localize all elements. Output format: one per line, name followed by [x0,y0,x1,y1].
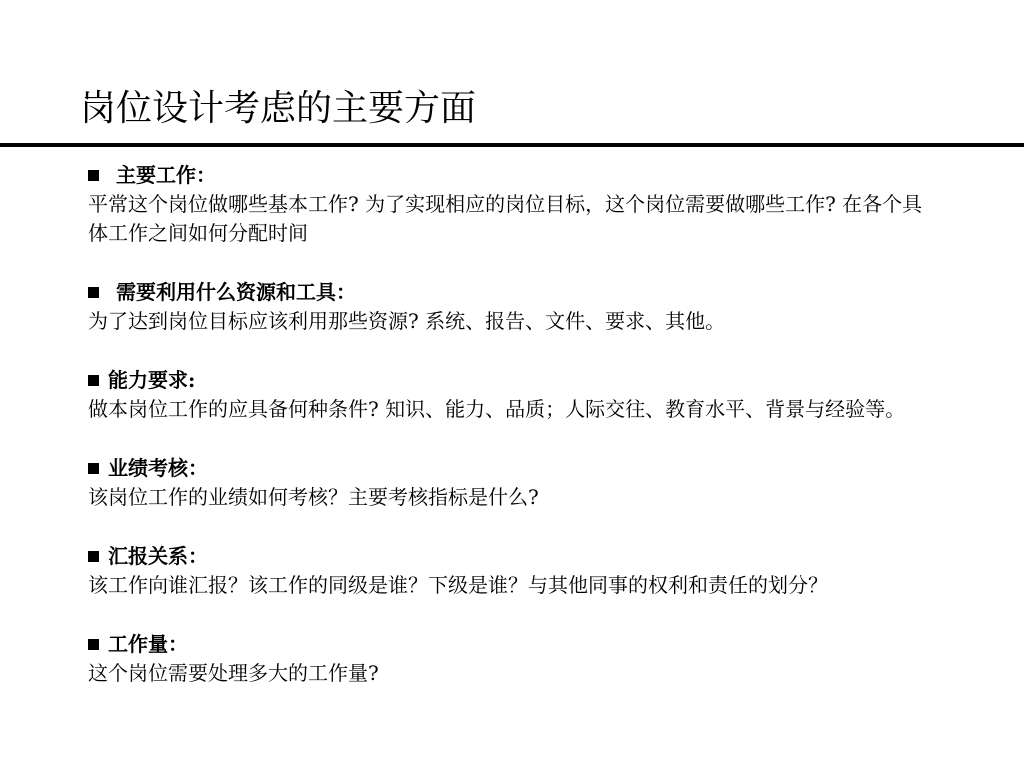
square-bullet-icon [88,170,99,181]
section-body: 为了达到岗位目标应该利用那些资源? 系统、报告、文件、要求、其他。 [88,309,726,333]
square-bullet-icon [88,551,99,562]
section-body: 该工作向谁汇报？该工作的同级是谁？下级是谁？与其他同事的权利和责任的划分？ [88,573,828,597]
slide-content [88,160,948,688]
square-bullet-icon [88,639,99,650]
section-performance-review [88,453,948,512]
square-bullet-icon [88,287,99,298]
section-heading: 业绩考核： [108,456,208,480]
section-heading: 需要利用什么资源和工具： [116,280,356,304]
section-resources-tools [88,277,948,336]
section-heading: 主要工作： [116,163,216,187]
slide-title: 岗位设计考虑的主要方面 [80,88,477,129]
section-body: 平常这个岗位做哪些基本工作? 为了实现相应的岗位目标，这个岗位需要做哪些工作? 在各个具体工作之间如何分配时间 [88,192,923,245]
section-heading: 汇报关系： [108,544,208,568]
section-body: 这个岗位需要处理多大的工作量? [88,661,379,685]
title-divider [0,143,1024,147]
section-ability-requirements [88,365,948,424]
section-reporting-relationship [88,541,948,600]
section-body: 该岗位工作的业绩如何考核？主要考核指标是什么? [88,485,539,509]
section-body: 做本岗位工作的应具备何种条件? 知识、能力、品质；人际交往、教育水平、背景与经验等。 [88,397,906,421]
section-main-work [88,160,948,248]
section-heading: 工作量： [108,632,188,656]
section-workload [88,629,948,688]
square-bullet-icon [88,375,99,386]
square-bullet-icon [88,463,99,474]
section-heading: 能力要求: [108,368,196,392]
